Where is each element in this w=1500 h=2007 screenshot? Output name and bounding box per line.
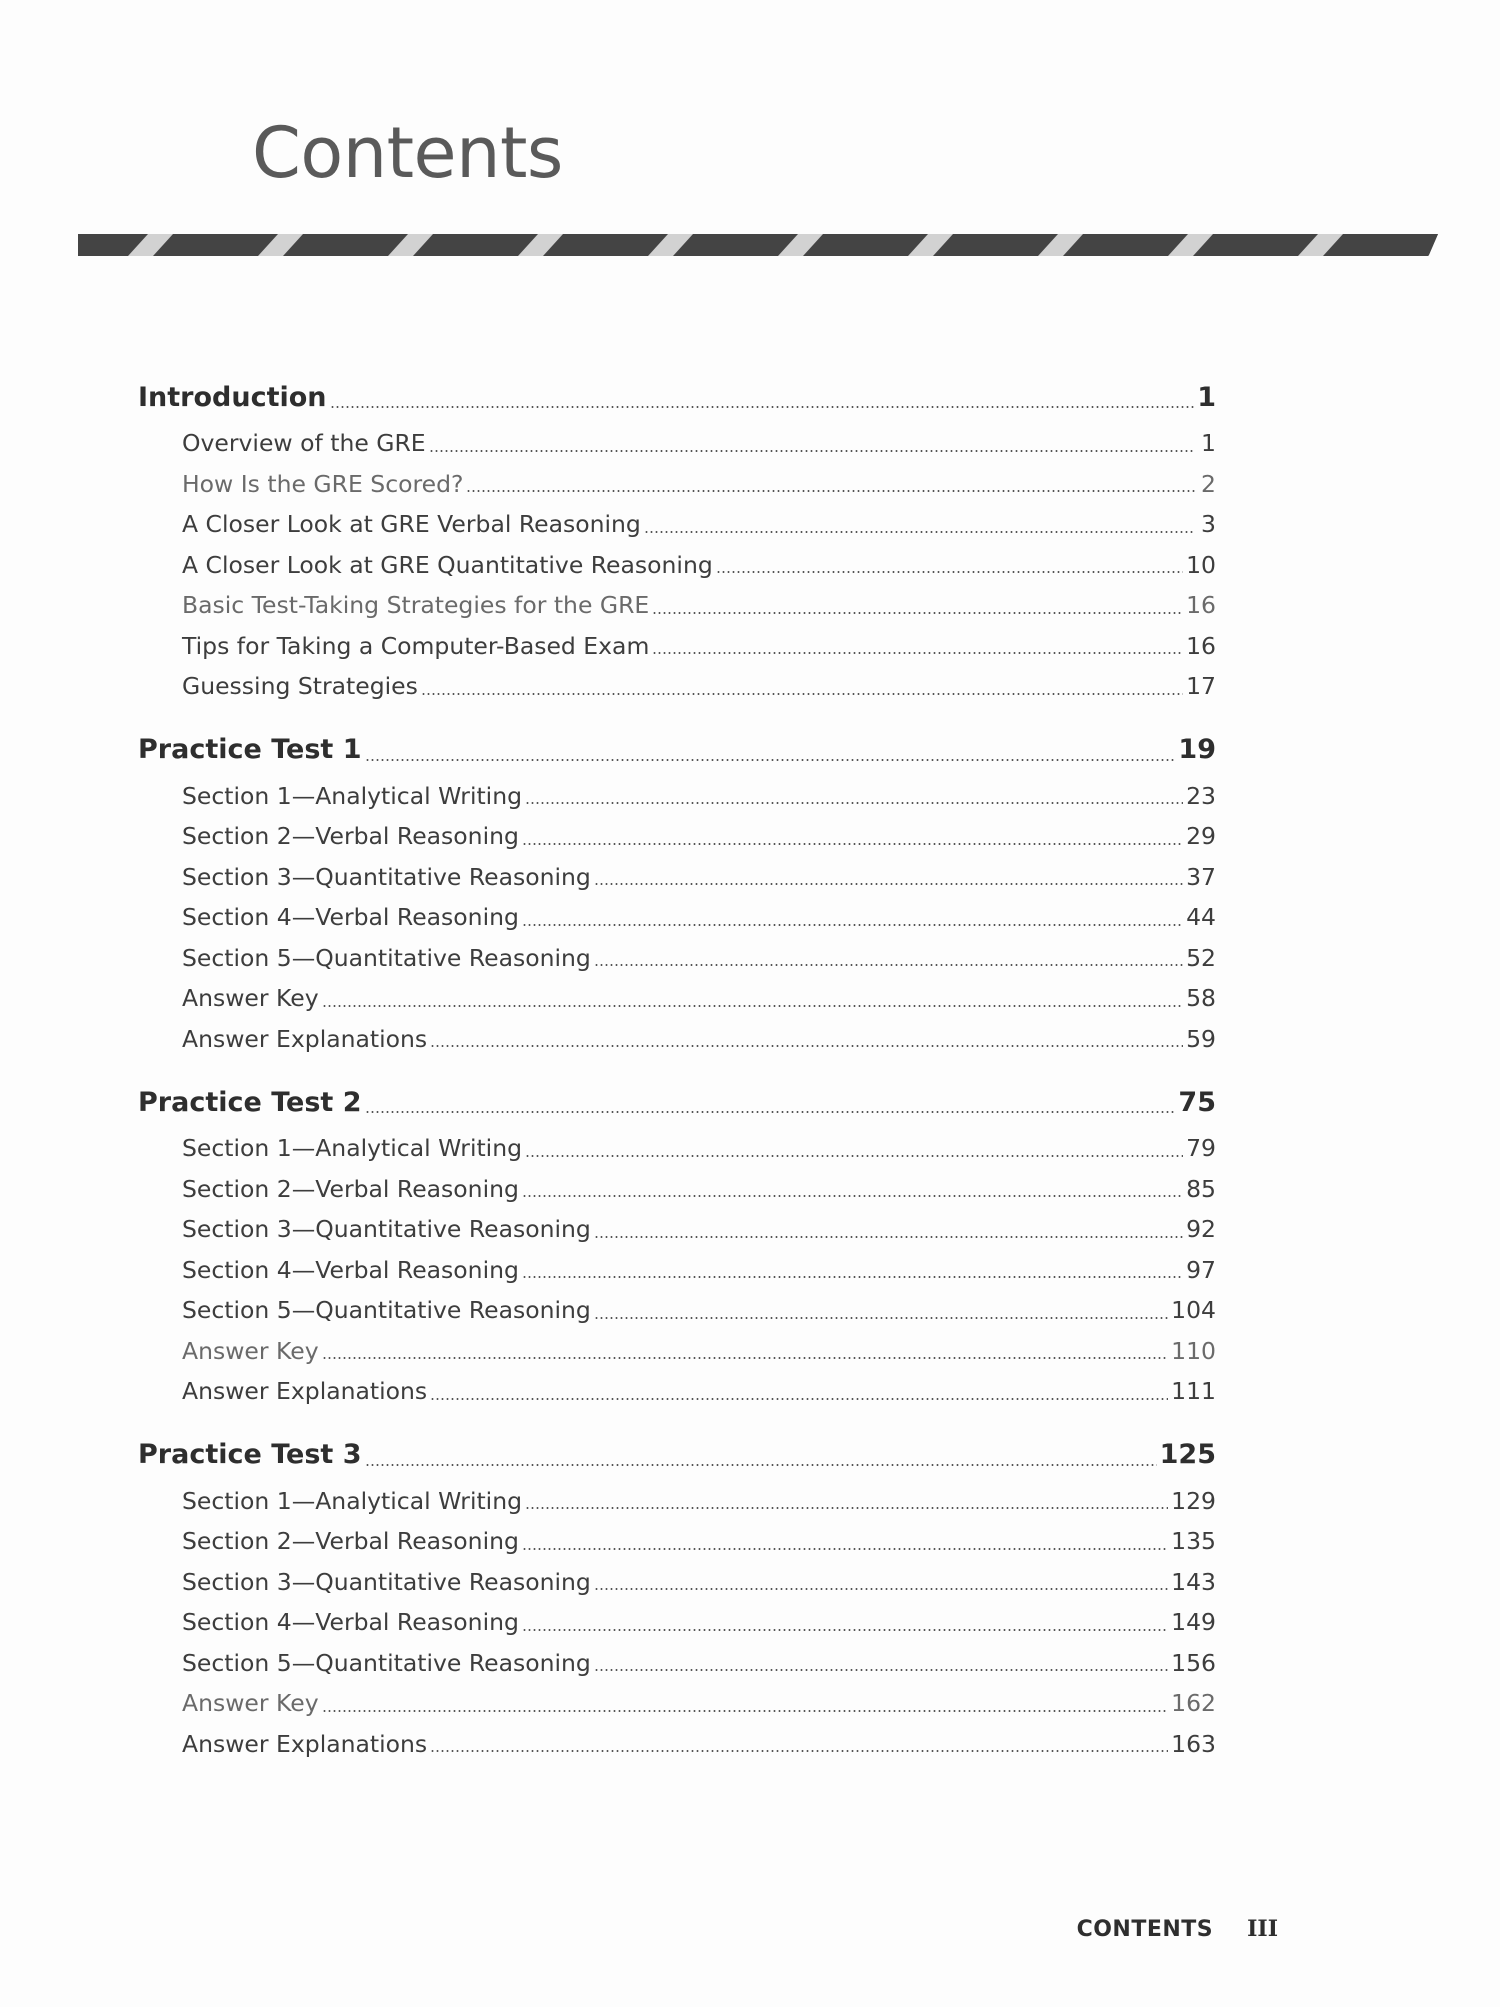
toc-section-entry[interactable]	[138, 1643, 1216, 1684]
toc-section-title: Answer Explanations	[182, 1729, 428, 1758]
toc-section-entry[interactable]	[138, 1128, 1216, 1169]
toc-page-number: 163	[1171, 1729, 1216, 1758]
toc-page-number: 10	[1186, 550, 1216, 579]
toc-section-title: Answer Key	[182, 1336, 319, 1365]
dot-leader	[525, 1507, 1168, 1509]
toc-page-number: 125	[1159, 1439, 1216, 1470]
toc-page-number: 149	[1171, 1608, 1216, 1637]
footer-running-head: CONTENTS	[1076, 1917, 1214, 1942]
toc-section-title: Answer Explanations	[182, 1024, 428, 1053]
dot-leader	[365, 759, 1176, 761]
dot-leader	[466, 490, 1195, 492]
dot-leader	[525, 1155, 1183, 1157]
dot-leader	[652, 652, 1183, 654]
toc-page-number: 92	[1186, 1215, 1216, 1244]
toc-section-entry[interactable]	[138, 1562, 1216, 1603]
toc-section-title: Guessing Strategies	[182, 672, 418, 701]
toc-page-number: 97	[1186, 1255, 1216, 1284]
toc-section-entry[interactable]	[138, 1019, 1216, 1060]
footer-page-number: III	[1247, 1916, 1278, 1942]
toc-page-number: 143	[1171, 1567, 1216, 1596]
toc-page-number: 3	[1201, 510, 1216, 539]
toc-section-entry[interactable]	[138, 1521, 1216, 1562]
toc-section-title: Section 2—Verbal Reasoning	[182, 1174, 519, 1203]
toc-chapter-title: Practice Test 2	[138, 1086, 362, 1118]
toc-page-number: 129	[1171, 1486, 1216, 1515]
toc-page-number: 110	[1171, 1336, 1216, 1365]
dot-leader	[594, 964, 1183, 966]
dot-leader	[522, 843, 1183, 845]
table-of-contents	[138, 372, 1216, 1782]
toc-section-title: Section 5—Quantitative Reasoning	[182, 1296, 591, 1325]
toc-section-entry[interactable]	[138, 1169, 1216, 1210]
toc-section-entry[interactable]	[138, 545, 1216, 586]
toc-section-entry[interactable]	[138, 464, 1216, 505]
dot-leader	[330, 406, 1195, 408]
dot-leader	[421, 693, 1183, 695]
dot-leader	[365, 1464, 1157, 1466]
toc-page-number: 1	[1201, 429, 1216, 458]
toc-section-entry[interactable]	[138, 1683, 1216, 1724]
page-title: Contents	[252, 112, 563, 194]
toc-chapter-title: Practice Test 1	[138, 734, 362, 765]
toc-section-title: Section 2—Verbal Reasoning	[182, 1527, 519, 1556]
toc-chapter-entry[interactable]	[138, 725, 1216, 775]
dot-leader	[525, 802, 1183, 804]
toc-section-entry[interactable]	[138, 1250, 1216, 1291]
toc-section-entry[interactable]	[138, 1331, 1216, 1372]
toc-section-title: How Is the GRE Scored?	[182, 469, 464, 498]
toc-section-title: Section 4—Verbal Reasoning	[182, 1608, 519, 1637]
toc-page-number: 162	[1171, 1689, 1216, 1718]
toc-page-number: 156	[1171, 1648, 1216, 1677]
dot-leader	[322, 1005, 1183, 1007]
dot-leader	[652, 612, 1183, 614]
toc-page-number: 52	[1186, 943, 1216, 972]
toc-section-title: Section 4—Verbal Reasoning	[182, 903, 519, 932]
toc-section-entry[interactable]	[138, 626, 1216, 667]
toc-page-number: 29	[1186, 822, 1216, 851]
toc-section-title: Overview of the GRE	[182, 429, 426, 458]
toc-section-entry[interactable]	[138, 978, 1216, 1019]
toc-section-title: Section 1—Analytical Writing	[182, 1486, 523, 1515]
page-footer	[1077, 1916, 1278, 1942]
toc-section-entry[interactable]	[138, 816, 1216, 857]
toc-section-title: Section 3—Quantitative Reasoning	[182, 862, 591, 891]
toc-section-entry[interactable]	[138, 666, 1216, 707]
toc-section-entry[interactable]	[138, 776, 1216, 817]
toc-section-entry[interactable]	[138, 504, 1216, 545]
toc-chapter-entry[interactable]	[138, 372, 1216, 422]
decorative-stripe-bar	[78, 234, 1438, 256]
toc-page-number: 16	[1186, 631, 1216, 660]
dot-leader	[644, 531, 1195, 533]
toc-page-number: 59	[1186, 1024, 1216, 1053]
dot-leader	[365, 1111, 1176, 1113]
toc-section-title: Section 4—Verbal Reasoning	[182, 1255, 519, 1284]
dot-leader	[522, 1195, 1183, 1197]
dot-leader	[594, 1669, 1168, 1671]
toc-page-number: 19	[1178, 734, 1216, 765]
toc-section-entry[interactable]	[138, 938, 1216, 979]
toc-page-number: 104	[1171, 1296, 1216, 1325]
toc-group-practice-test-3	[138, 1430, 1216, 1765]
toc-section-title: Answer Key	[182, 984, 319, 1013]
dot-leader	[322, 1357, 1169, 1359]
dot-leader	[716, 571, 1183, 573]
toc-section-entry[interactable]	[138, 1371, 1216, 1412]
toc-section-title: A Closer Look at GRE Quantitative Reasoning	[182, 550, 713, 579]
toc-section-title: Tips for Taking a Computer-Based Exam	[182, 631, 650, 660]
toc-section-title: Section 3—Quantitative Reasoning	[182, 1567, 591, 1596]
toc-group-introduction	[138, 372, 1216, 707]
toc-chapter-entry[interactable]	[138, 1077, 1216, 1127]
dot-leader	[522, 1548, 1168, 1550]
toc-section-title: Answer Key	[182, 1689, 319, 1718]
toc-section-title: Basic Test-Taking Strategies for the GRE	[182, 591, 650, 620]
toc-page-number: 23	[1186, 781, 1216, 810]
dot-leader	[430, 1398, 1168, 1400]
toc-page-number: 79	[1186, 1134, 1216, 1163]
dot-leader	[429, 450, 1195, 452]
toc-section-title: Section 5—Quantitative Reasoning	[182, 1648, 591, 1677]
toc-section-entry[interactable]	[138, 1724, 1216, 1765]
toc-page-number: 17	[1186, 672, 1216, 701]
toc-chapter-entry[interactable]	[138, 1430, 1216, 1480]
toc-group-practice-test-1	[138, 725, 1216, 1060]
toc-page-number: 85	[1186, 1174, 1216, 1203]
dot-leader	[594, 1236, 1183, 1238]
dot-leader	[522, 924, 1183, 926]
toc-section-entry[interactable]	[138, 897, 1216, 938]
dot-leader	[594, 1588, 1168, 1590]
toc-section-entry[interactable]	[138, 1602, 1216, 1643]
toc-section-title: Answer Explanations	[182, 1377, 428, 1406]
toc-section-entry[interactable]	[138, 1290, 1216, 1331]
toc-page-number: 135	[1171, 1527, 1216, 1556]
dot-leader	[594, 1317, 1168, 1319]
toc-section-entry[interactable]	[138, 857, 1216, 898]
dot-leader	[430, 1045, 1183, 1047]
toc-page-number: 44	[1186, 903, 1216, 932]
toc-section-title: Section 5—Quantitative Reasoning	[182, 943, 591, 972]
toc-chapter-title: Introduction	[138, 381, 327, 413]
toc-group-practice-test-2	[138, 1077, 1216, 1412]
toc-section-entry[interactable]	[138, 423, 1216, 464]
toc-chapter-title: Practice Test 3	[138, 1439, 362, 1470]
toc-page-number: 75	[1178, 1086, 1216, 1118]
toc-section-title: Section 1—Analytical Writing	[182, 1134, 523, 1163]
dot-leader	[522, 1629, 1168, 1631]
toc-page-number: 1	[1197, 381, 1216, 413]
toc-page-number: 37	[1186, 862, 1216, 891]
dot-leader	[522, 1276, 1183, 1278]
dot-leader	[322, 1710, 1169, 1712]
toc-section-title: A Closer Look at GRE Verbal Reasoning	[182, 510, 641, 539]
toc-section-entry[interactable]	[138, 1481, 1216, 1522]
toc-page-number: 16	[1186, 591, 1216, 620]
toc-section-title: Section 1—Analytical Writing	[182, 781, 523, 810]
dot-leader	[430, 1750, 1168, 1752]
toc-section-title: Section 3—Quantitative Reasoning	[182, 1215, 591, 1244]
dot-leader	[594, 883, 1183, 885]
toc-page-number: 111	[1171, 1377, 1216, 1406]
toc-section-entry[interactable]	[138, 1209, 1216, 1250]
toc-page-number: 58	[1186, 984, 1216, 1013]
toc-page-number: 2	[1201, 469, 1216, 498]
toc-section-title: Section 2—Verbal Reasoning	[182, 822, 519, 851]
toc-section-entry[interactable]	[138, 585, 1216, 626]
